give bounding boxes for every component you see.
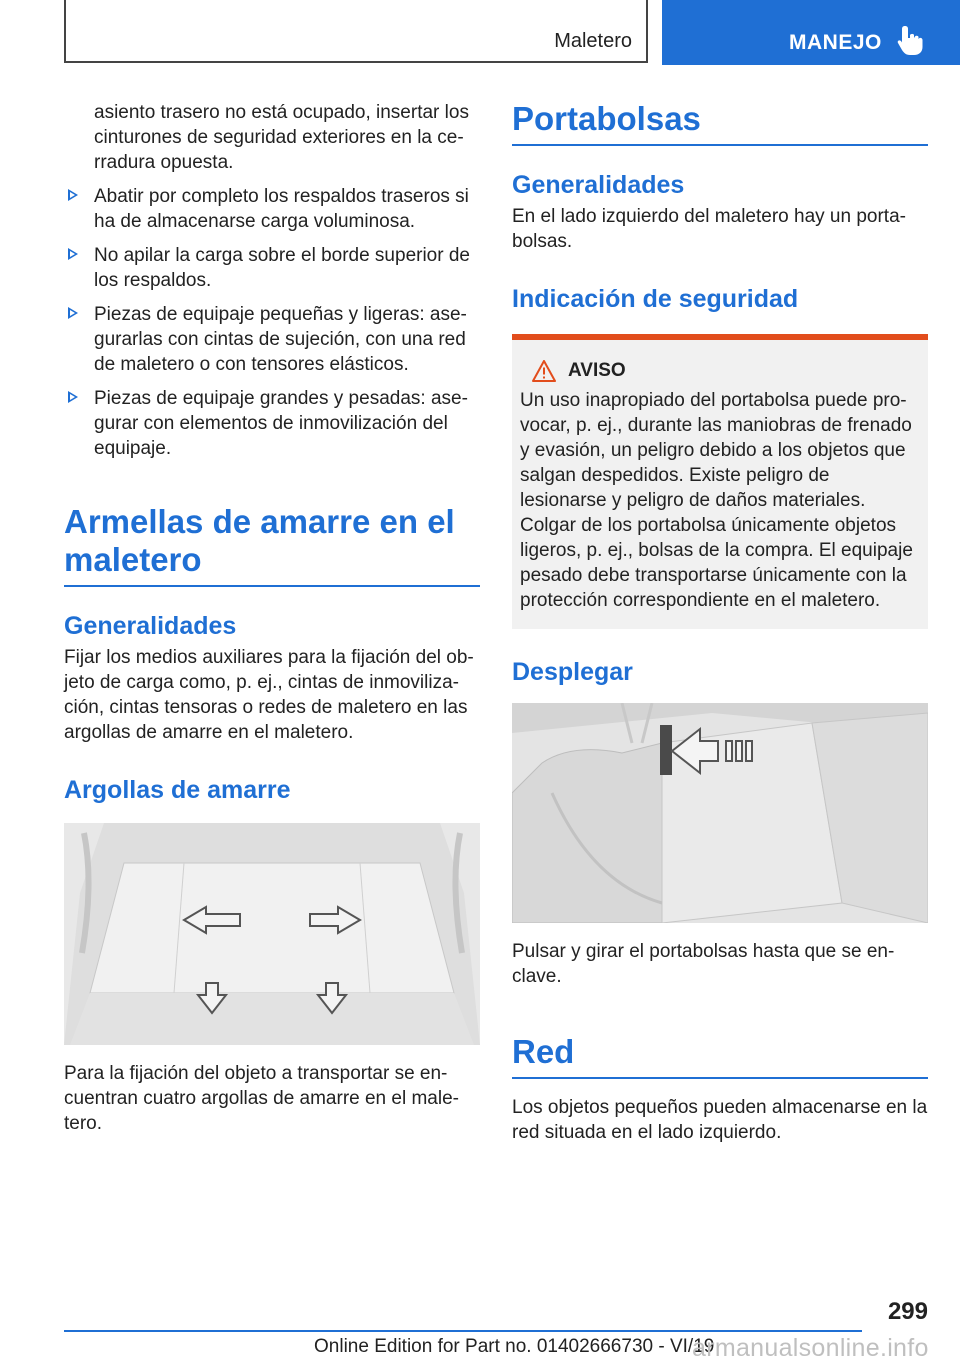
heading-generalities: Generalidades bbox=[64, 612, 237, 640]
heading-safety-note: Indicación de seguridad bbox=[512, 285, 799, 313]
trunk-floor-drawing bbox=[64, 823, 480, 1045]
heading-deploy: Desplegar bbox=[512, 658, 633, 686]
warning-text: Un uso inapropiado del portabolsa puede pro-vocar, p. ej., durante las maniobras de frenado y evasión, un peligro debido a los objetos que salgan despedidos. Existe peligro de lesionarse y peligro de daños materiales. Colgar de los portabolsa únicamente objetos ligeros, p. ej., bolsas de la compra. El equipaje pesado debe transportarse únicamente con la protección correspondiente en el maletero. bbox=[520, 390, 913, 611]
heading-generalities-right: Generalidades bbox=[512, 171, 685, 199]
section-title-tie-down: Armellas de amarre en el maletero bbox=[64, 503, 480, 587]
left-column bbox=[64, 100, 480, 1136]
bullet-text: Piezas de equipaje pequeñas y ligeras: ase-gurarlas con cintas de sujeción, con una red de maletero o con tensores elásticos. bbox=[94, 304, 467, 375]
chapter-tab[interactable] bbox=[662, 0, 960, 65]
section-title-net: Red bbox=[512, 1033, 928, 1079]
bullet-item bbox=[64, 184, 480, 234]
bag-hook-generalities-text: En el lado izquierdo del maletero hay un porta-bolsas. bbox=[512, 206, 906, 252]
bullet-text: No apilar la carga sobre el borde superior de los respaldos. bbox=[94, 245, 470, 291]
bullet-triangle-icon bbox=[68, 189, 78, 201]
rings-caption: Para la fijación del objeto a transportar se en-cuentran cuatro argollas de amarre en el male-tero. bbox=[64, 1063, 459, 1134]
bullet-triangle-icon bbox=[68, 307, 78, 319]
warning-heading bbox=[532, 360, 920, 382]
deploy-caption: Pulsar y girar el portabolsas hasta que se en-clave. bbox=[512, 941, 895, 987]
watermark-logo: armanualsonline.info bbox=[692, 1334, 929, 1362]
running-header bbox=[64, 0, 648, 63]
net-text: Los objetos pequeños pueden almacenarse en la red situada en el lado izquierdo. bbox=[512, 1097, 928, 1143]
bullet-item bbox=[64, 243, 480, 293]
bag-hook-illustration bbox=[512, 703, 928, 923]
heading-tie-down-rings: Argollas de amarre bbox=[64, 776, 291, 804]
bullet-triangle-icon bbox=[68, 248, 78, 260]
warning-content bbox=[512, 340, 928, 629]
header-section-title: Maletero bbox=[554, 30, 632, 52]
intro-continuation: asiento trasero no está ocupado, insertar los cinturones de seguridad exteriores en la ce-rradura opuesta. bbox=[94, 102, 469, 173]
trunk-side-drawing bbox=[512, 703, 928, 923]
trunk-rings-illustration bbox=[64, 823, 480, 1045]
chapter-label: MANEJO bbox=[789, 31, 882, 54]
bullet-triangle-icon bbox=[68, 391, 78, 403]
warning-title: AVISO bbox=[568, 360, 626, 381]
bullet-item bbox=[64, 302, 480, 377]
bullet-text: Piezas de equipaje grandes y pesadas: ase-gurar con elementos de inmovilización del equipaje. bbox=[94, 388, 468, 459]
right-column bbox=[512, 100, 928, 1145]
generalities-text: Fijar los medios auxiliares para la fijación del ob-jeto de carga como, p. ej., cintas de inmoviliza-ción, cintas tensoras o redes de maletero en las argollas de amarre en el maletero. bbox=[64, 647, 474, 743]
footer-rule bbox=[64, 1330, 862, 1332]
bullet-text: Abatir por completo los respaldos traseros si ha de almacenarse carga voluminosa. bbox=[94, 186, 469, 232]
warning-box bbox=[512, 334, 928, 629]
warning-triangle-icon bbox=[532, 360, 556, 382]
section-title-bag-hook: Portabolsas bbox=[512, 100, 928, 146]
bullet-item bbox=[64, 386, 480, 461]
hand-pointer-icon bbox=[896, 24, 926, 56]
edition-note: Online Edition for Part no. 01402666730 - VI/19 bbox=[314, 1336, 715, 1357]
page-number: 299 bbox=[887, 1298, 928, 1325]
